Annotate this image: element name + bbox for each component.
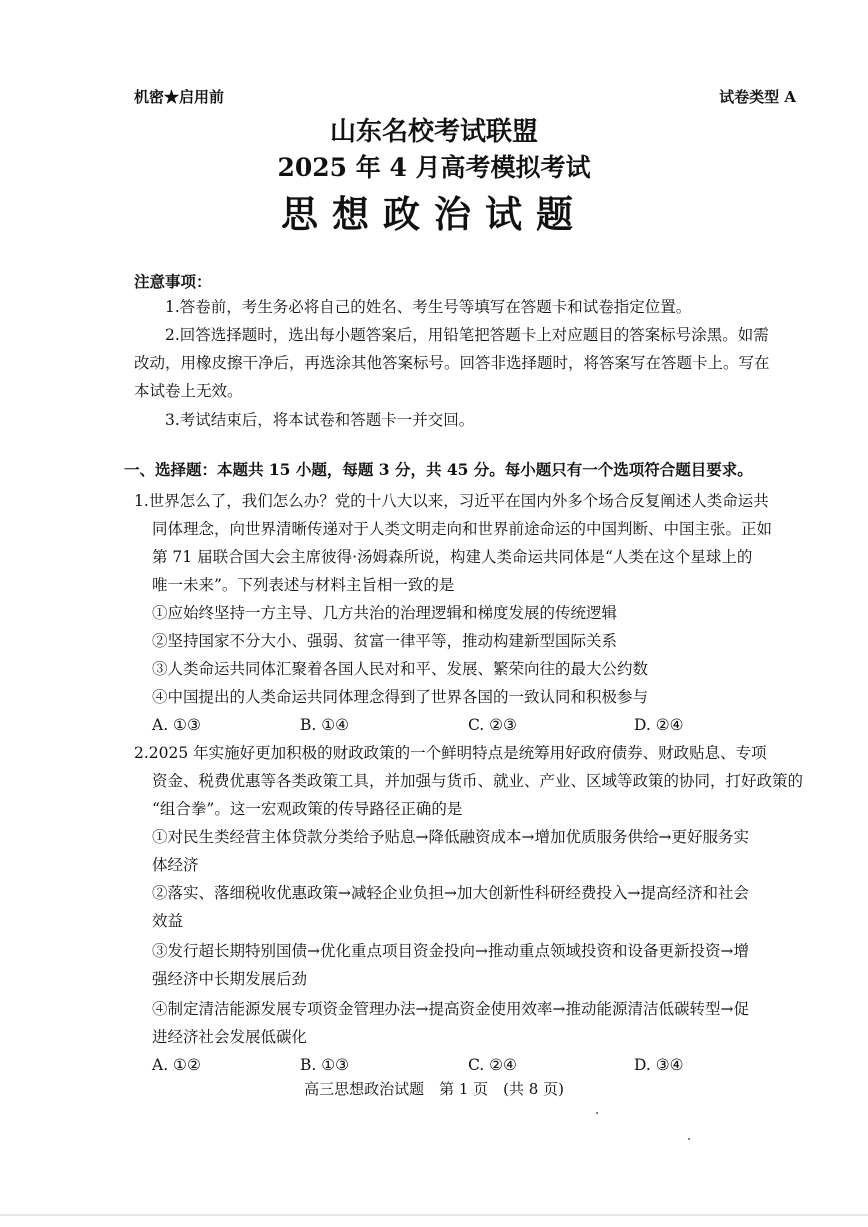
q1-stem-line-1: 1.世界怎么了，我们怎么办？党的十八大以来，习近平在国内外多个场合反复阐述人类命运共	[134, 492, 769, 510]
notice-item-2-text-1: 2.回答选择题时，选出每小题答案后，用铅笔把答题卡上对应题目的答案标号涂黑。如需	[165, 326, 769, 344]
q2-option-b: B. ①③	[300, 1056, 350, 1074]
q2-statement-1-line-2: 体经济	[152, 856, 199, 874]
q2-stem-line-1: 2.2025 年实施好更加积极的财政政策的一个鲜明特点是统筹用好政府债券、财政贴息、专项	[134, 744, 767, 762]
notice-item-2-line-2: 改动，用橡皮擦干净后，再选涂其他答案标号。回答非选择题时，将答案写在答题卡上。写在	[134, 354, 770, 372]
q1-stem-line-4: 唯一未来”。下列表述与材料主旨相一致的是	[152, 576, 455, 594]
q1-option-b: B. ①④	[300, 716, 350, 734]
q2-statement-4-line-1: ④制定清洁能源发展专项资金管理办法→提高资金使用效率→推动能源清洁低碳转型→促	[152, 1000, 749, 1018]
notice-item-1-text: 1.答卷前，考生务必将自己的姓名、考生号等填写在答题卡和试卷指定位置。	[165, 298, 692, 316]
q2-option-c: C. ②④	[468, 1056, 517, 1074]
q2-stem-line-2: 资金、税费优惠等各类政策工具，并加强与货币、就业、产业、区域等政策的协同，打好政策的	[152, 772, 804, 790]
q2-statement-1-line-1: ①对民生类经营主体贷款分类给予贴息→降低融资成本→增加优质服务供给→更好服务实	[152, 828, 749, 846]
exam-organizer-title: 山东名校考试联盟	[329, 117, 538, 147]
q2-statement-2-line-2: 效益	[152, 912, 184, 930]
section-heading: 一、选择题：本题共 15 小题，每题 3 分，共 45 分。每小题只有一个选项符合题目要求。	[124, 460, 753, 479]
scan-speck	[596, 1112, 598, 1114]
notice-title: 注意事项：	[134, 272, 212, 291]
q1-stem-line-3: 第 71 届联合国大会主席彼得·汤姆森所说，构建人类命运共同体是“人类在这个星球上的	[152, 548, 753, 566]
scan-speck	[688, 1138, 690, 1140]
notice-item-2-line-3: 本试卷上无效。	[134, 382, 243, 400]
notice-item-2-line-1	[134, 321, 798, 349]
subject-title: 思想政治试题	[281, 192, 587, 236]
confidential-label: 机密★启用前	[134, 88, 225, 106]
q1-statement-2: ②坚持国家不分大小、强弱、贫富一律平等，推动构建新型国际关系	[152, 632, 618, 650]
q2-statement-3-line-2: 强经济中长期发展后劲	[152, 970, 308, 988]
paper-type-label: 试卷类型 A	[719, 88, 796, 106]
q1-option-a: A. ①③	[152, 716, 201, 734]
q2-stem-line-3: “组合拳”。这一宏观政策的传导路径正确的是	[152, 800, 463, 818]
q1-stem-line-2: 同体理念，向世界清晰传递对于人类文明走向和世界前途命运的中国判断、中国主张。正如	[152, 520, 773, 538]
q1-option-c: C. ②③	[468, 716, 517, 734]
q1-statement-4: ④中国提出的人类命运共同体理念得到了世界各国的一致认同和积极参与	[152, 688, 649, 706]
q2-option-d: D. ③④	[634, 1056, 684, 1074]
q2-statement-3-line-1: ③发行超长期特别国债→优化重点项目资金投向→推动重点领域投资和设备更新投资→增	[152, 942, 749, 960]
exam-date-title: 2025 年 4 月高考模拟考试	[277, 153, 591, 182]
page-footer: 高三思想政治试题 第 1 页 (共 8 页)	[304, 1080, 564, 1098]
page-edge-shadow	[0, 1214, 868, 1216]
q1-option-d: D. ②④	[634, 716, 684, 734]
q2-statement-2-line-1: ②落实、落细税收优惠政策→减轻企业负担→加大创新性科研经费投入→提高经济和社会	[152, 884, 749, 902]
q1-statement-3: ③人类命运共同体汇聚着各国人民对和平、发展、繁荣向往的最大公约数	[152, 660, 649, 678]
q1-statement-1: ①应始终坚持一方主导、几方共治的治理逻辑和梯度发展的传统逻辑	[152, 604, 618, 622]
notice-item-1	[134, 293, 798, 321]
notice-item-3	[134, 406, 798, 434]
notice-item-3-text: 3.考试结束后，将本试卷和答题卡一并交回。	[165, 411, 475, 429]
q2-option-a: A. ①②	[152, 1056, 201, 1074]
q2-statement-4-line-2: 进经济社会发展低碳化	[152, 1028, 308, 1046]
